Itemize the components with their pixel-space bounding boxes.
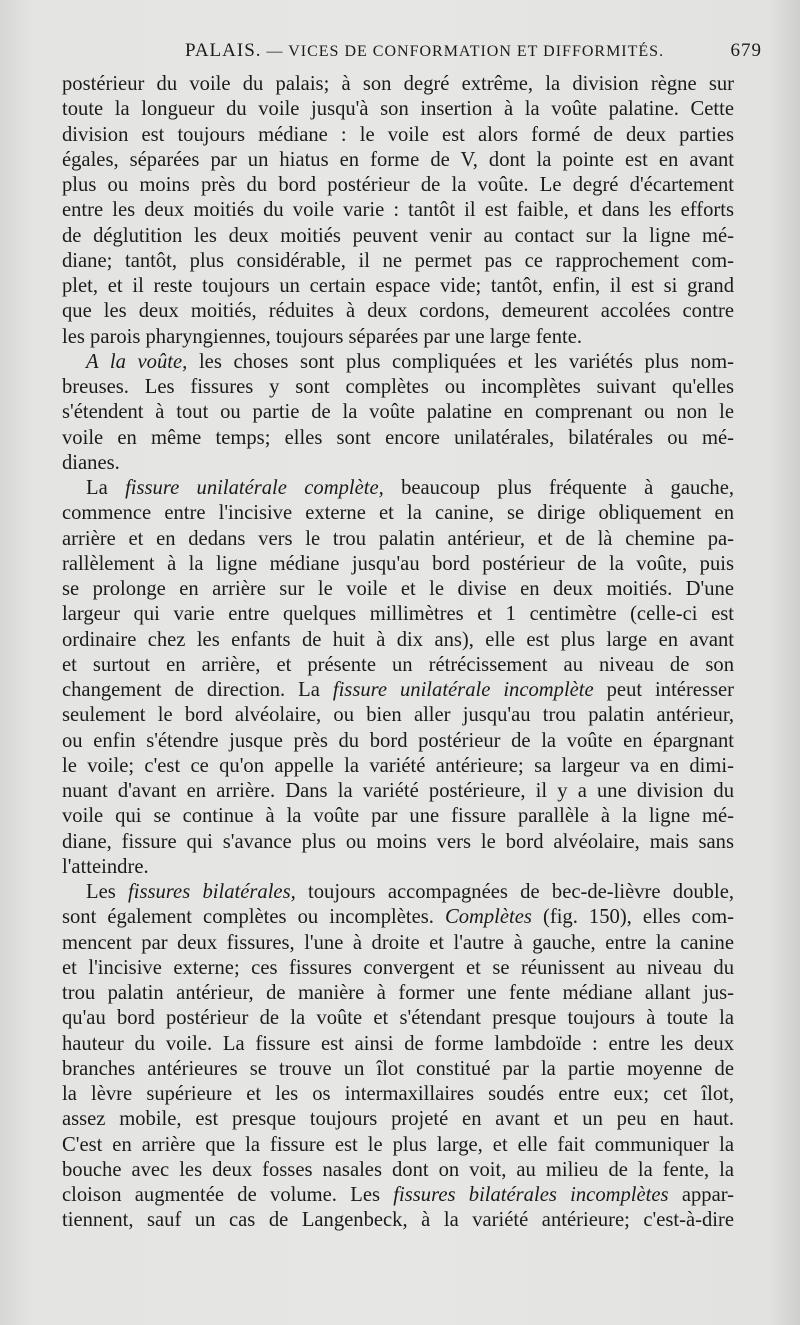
text-line — [62, 123, 734, 148]
text-line — [62, 880, 734, 905]
italic-run: fissures bilatérales incomplètes — [393, 1184, 669, 1206]
text-run: peut intéresser — [593, 679, 734, 701]
text-run: assez mobile, est presque toujours projeté en avant et un peu en haut. — [62, 1108, 734, 1131]
text-line — [62, 1006, 734, 1031]
text-run: C'est en arrière que la fissure est le plus large, et elle fait communiquer la — [62, 1133, 734, 1156]
text-run: diane, fissure qui s'avance plus ou moins vers le bord alvéolaire, mais sans — [62, 830, 734, 853]
text-line — [62, 224, 734, 249]
text-run: de déglutition les deux moitiés peuvent venir au contact sur la ligne mé- — [62, 224, 734, 247]
text-line — [62, 1082, 734, 1107]
running-title — [185, 40, 664, 62]
text-run: nuant d'avant en arrière. Dans la variété postérieure, il y a une division du — [62, 780, 734, 802]
italic-run: fissures bilatérales, — [128, 881, 296, 903]
text-run: égales, séparées par un hiatus en forme de V, dont la pointe est en avant — [62, 148, 734, 171]
text-line — [62, 148, 734, 173]
italic-run: A la voûte, — [86, 350, 188, 373]
italic-run: Complètes — [444, 906, 532, 929]
text-run: toujours accompagnées de bec-de-lièvre double, — [295, 881, 734, 903]
text-run: arrière et en dedans vers le trou palatin antérieur, et de là chemine pa- — [62, 527, 734, 550]
text-line — [62, 1183, 734, 1208]
text-line — [62, 804, 734, 829]
text-line — [62, 855, 734, 880]
text-line — [62, 1133, 734, 1158]
text-run: la lèvre supérieure et les os intermaxillaires soudés entre eux; cet îlot, — [62, 1083, 734, 1105]
running-title-part-a: PALAIS. — [185, 40, 262, 61]
text-line — [62, 1107, 734, 1132]
text-run: beaucoup plus fréquente à gauche, — [383, 477, 735, 499]
text-run: plus ou moins près du bord postérieur de la voûte. Le degré d'écartement — [62, 174, 734, 196]
text-line — [62, 779, 734, 804]
text-line — [62, 97, 734, 122]
italic-run: fissure unilatérale complète, — [125, 477, 384, 499]
text-run: qu'au bord postérieur de la voûte et s'étendant presque toujours à toute la — [62, 1007, 734, 1030]
text-run: cloison augmentée de volume. Les — [62, 1184, 394, 1206]
text-line — [62, 602, 734, 627]
text-run: voile en même temps; elles sont encore unilatérales, bilatérales ou mé- — [62, 426, 734, 449]
text-line — [62, 426, 734, 451]
text-line — [62, 931, 734, 956]
text-line — [62, 350, 734, 375]
text-run: entre les deux moitiés du voile varie : tantôt il est faible, et dans les efforts — [62, 199, 734, 222]
text-run: largeur qui varie entre quelques millimètres et 1 centimètre (celle-ci est — [62, 603, 734, 626]
text-run: Les — [86, 881, 129, 903]
text-line — [62, 476, 734, 501]
text-run: seulement le bord alvéolaire, ou bien aller jusqu'au trou palatin antérieur, — [62, 704, 734, 727]
running-header — [185, 40, 762, 70]
text-run: l'atteindre. — [62, 855, 149, 878]
text-line — [62, 173, 734, 198]
text-line — [62, 198, 734, 223]
text-run: plet, et il reste toujours un certain espace vide; tantôt, enfin, il est si grand — [62, 275, 734, 297]
text-run: se prolonge en arrière sur le voile et le divise en deux moitiés. D'une — [62, 578, 734, 600]
text-run: (fig. 150), elles com- — [531, 906, 734, 929]
text-run: dianes. — [62, 451, 120, 474]
text-line — [62, 905, 734, 930]
text-run: bouche avec les deux fosses nasales dont on voit, au milieu de la fente, la — [62, 1158, 734, 1181]
text-line — [62, 830, 734, 855]
text-line — [62, 1208, 734, 1233]
text-line — [62, 1057, 734, 1082]
text-run: division est toujours médiane : le voile est alors formé de deux parties — [62, 123, 734, 146]
text-line — [62, 678, 734, 703]
text-run: et l'incisive externe; ces fissures convergent et se réunissent au niveau du — [62, 956, 734, 979]
text-run: toute la longueur du voile jusqu'à son insertion à la voûte palatine. Cette — [62, 98, 734, 121]
text-run: sont également complètes ou incomplètes. — [62, 906, 445, 929]
text-run: le voile; c'est ce qu'on appelle la variété antérieure; sa largeur va en dimi- — [62, 754, 734, 777]
text-run: voile qui se continue à la voûte par une fissure parallèle à la ligne mé- — [62, 805, 734, 828]
text-line — [62, 1158, 734, 1183]
text-run: postérieur du voile du palais; à son degré extrême, la division règne sur — [62, 73, 734, 95]
page-number: 679 — [730, 40, 762, 61]
text-run: La — [86, 477, 126, 499]
text-run: s'étendent à tout ou partie de la voûte palatine en comprenant ou non le — [62, 401, 734, 424]
text-line — [62, 325, 734, 350]
text-run: tiennent, sauf un cas de Langenbeck, à la variété antérieure; c'est-à-dire — [62, 1209, 734, 1232]
text-line — [62, 501, 734, 526]
body-text — [62, 72, 734, 1234]
text-run: appar- — [668, 1184, 735, 1206]
text-line — [62, 249, 734, 274]
text-run: changement de direction. La — [62, 679, 333, 701]
text-run: ordinaire chez les enfants de huit à dix ans), elle est plus large en avant — [62, 628, 734, 651]
running-title-part-b: — VICES DE CONFORMATION ET DIFFORMITÉS. — [261, 43, 665, 60]
text-line — [62, 628, 734, 653]
text-run: ou enfin s'étendre jusque près du bord postérieur de la voûte en épargnant — [62, 729, 734, 752]
text-run: breuses. Les fissures y sont complètes ou incomplètes suivant qu'elles — [62, 376, 734, 398]
text-run: et surtout en arrière, et présente un rétrécissement au niveau de son — [62, 653, 734, 676]
text-line — [62, 577, 734, 602]
text-line — [62, 1032, 734, 1057]
text-line — [62, 729, 734, 754]
text-run: trou palatin antérieur, de manière à former une fente médiane allant jus- — [62, 982, 734, 1004]
text-run: branches antérieures se trouve un îlot constitué par la partie moyenne de — [62, 1057, 734, 1080]
text-line — [62, 527, 734, 552]
text-line — [62, 375, 734, 400]
text-run: les parois pharyngiennes, toujours séparées par une large fente. — [62, 325, 583, 348]
text-line — [62, 72, 734, 97]
text-run: rallèlement à la ligne médiane jusqu'au bord postérieur de la voûte, puis — [62, 552, 734, 575]
text-line — [62, 956, 734, 981]
text-run: diane; tantôt, plus considérable, il ne permet pas ce rapprochement com- — [62, 249, 734, 272]
text-line — [62, 754, 734, 779]
text-run: les choses sont plus compliquées et les variétés plus nom- — [187, 350, 734, 373]
text-line — [62, 274, 734, 299]
text-line — [62, 981, 734, 1006]
text-run: hauteur du voile. La fissure est ainsi de forme lambdoïde : entre les deux — [62, 1032, 734, 1055]
text-run: mencent par deux fissures, l'une à droite et l'autre à gauche, entre la canine — [62, 931, 734, 954]
text-line — [62, 451, 734, 476]
text-line — [62, 703, 734, 728]
text-run: que les deux moitiés, réduites à deux cordons, demeurent accolées contre — [62, 300, 734, 323]
text-line — [62, 552, 734, 577]
text-line — [62, 653, 734, 678]
text-run: commence entre l'incisive externe et la canine, se dirige obliquement en — [62, 502, 734, 525]
text-line — [62, 400, 734, 425]
italic-run: fissure unilatérale incomplète — [332, 679, 594, 701]
text-line — [62, 299, 734, 324]
